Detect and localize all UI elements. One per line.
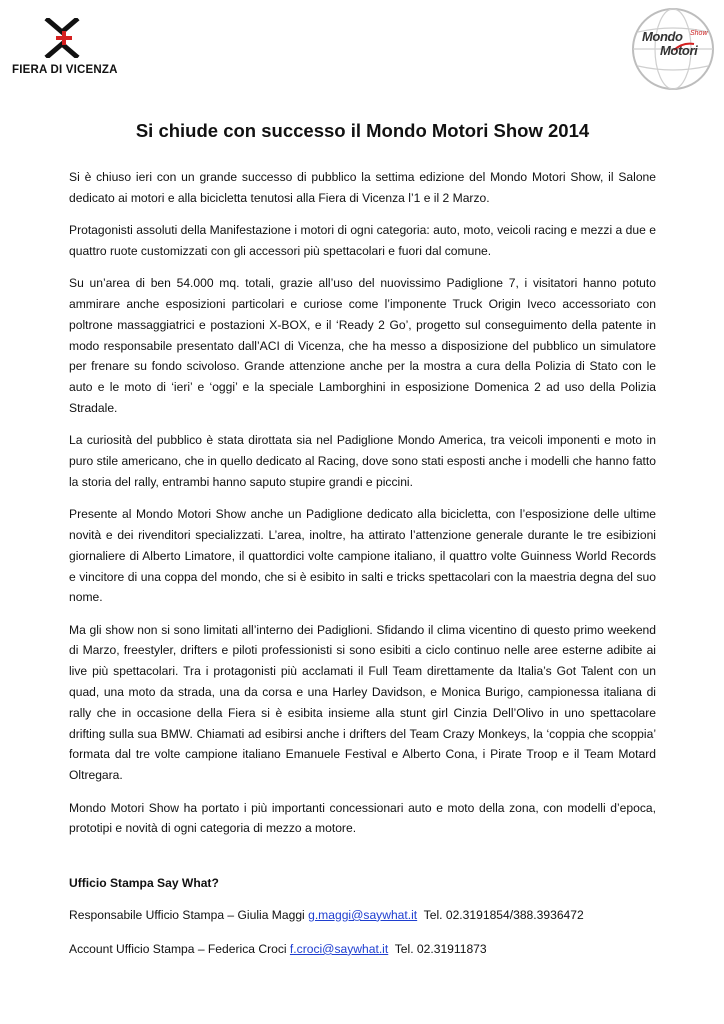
contact-1-phone: Tel. 02.3191854/388.3936472 [417, 907, 584, 922]
mondo-logo-text: Mondo [642, 29, 683, 44]
fiera-logo-mark-icon [42, 18, 86, 58]
fiera-logo-text: FIERA DI VICENZA [12, 64, 118, 76]
press-office-heading: Ufficio Stampa Say What? [69, 876, 219, 891]
paragraph-7: Mondo Motori Show ha portato i più importanti concessionari auto e moto della zona, con modelli d’epoca, prototipi e novità di ogni categoria di mezzo a motore. [69, 800, 656, 836]
contact-line-responsabile [69, 905, 656, 926]
fiera-di-vicenza-logo [12, 18, 124, 80]
paragraph-2: Protagonisti assoluti della Manifestazione i motori di ogni categoria: auto, moto, veicoli racing e mezzi a due e quattro ruote customizzati con gli accessori più spettacolari e fuori dal comune. [69, 223, 656, 258]
contact-2-email-link[interactable]: f.croci@saywhat.it [289, 941, 389, 956]
mondo-motori-show-logo [628, 4, 718, 94]
contact-line-account [69, 939, 656, 960]
contact-2-phone: Tel. 02.31911873 [388, 941, 487, 956]
paragraph-5: Presente al Mondo Motori Show anche un Padiglione dedicato alla bicicletta, con l’esposizione delle ultime novità e dei rivenditori specializzati. L’area, inoltre, ha attirato l’attenzione generale durante le tre esibizioni giornaliere di Alberto Limatore, il quattordici volte campione italiano, il quattro volte Guinness World Records e vincitore di una coppa del mondo, che si è esibito in salti e tricks spettacolari con la maestria degna del suo nome. [69, 507, 656, 605]
paragraph-4: La curiosità del pubblico è stata dirottata sia nel Padiglione Mondo America, tra veicoli imponenti e moto in puro stile americano, che in quello dedicato al Racing, dove sono stati esposti anche i modelli che hanno fatto la storia del rally, entrambi hanno saputo stupire grandi e piccini. [69, 433, 656, 489]
show-logo-text: Show [690, 30, 708, 37]
contact-1-text: Responsabile Ufficio Stampa – Giulia Maggi [69, 907, 309, 922]
press-release-body [69, 117, 656, 973]
paragraph-3: Su un’area di ben 54.000 mq. totali, grazie all’uso del nuovissimo Padiglione 7, i visitatori hanno potuto ammirare anche esposizioni particolari e curiose come l’imponente Truck Origin Iveco accessoriato con poltrone massaggiatrici e postazioni X-BOX, e il ‘Ready 2 Go’, progetto sul conseguimento della patente in modo responsabile presentato dall’ACI di Vicenza, che ha messo a disposizione del pubblico un simulatore per frenare su fondo scivoloso. Grande attenzione anche per la mostra a cura della Polizia di Stato con le auto e le moto di ‘ieri’ e ‘oggi’ e la speciale Lamborghini in esposizione Domenica 2 ad uso della Polizia Stradale. [69, 276, 656, 415]
document-title: Si chiude con successo il Mondo Motori Show 2014 [135, 120, 590, 141]
paragraph-1: Si è chiuso ieri con un grande successo di pubblico la settima edizione del Mondo Motori Show, il Salone dedicato ai motori e alla bicicletta tenutosi alla Fiera di Vicenza l’1 e il 2 Marzo. [69, 170, 656, 205]
contact-2-text: Account Ufficio Stampa – Federica Croci [69, 941, 290, 956]
motori-logo-text: Motori [660, 43, 698, 58]
paragraph-6: Ma gli show non si sono limitati all’interno dei Padiglioni. Sfidando il clima vicentino di questo primo weekend di Marzo, freestyler, drifters e piloti professionisti si sono esibiti a ciclo continuo nelle aree esterne adibite ai live più spettacolari. Tra i protagonisti più acclamati il Full Team direttamente da Italia’s Got Talent con un quad, una moto da strada, una da corsa e una Harley Davidson, e Monica Burigo, campionessa italiana di rally che in occasione della Fiera si è esibita insieme alla stunt girl Cinzia Dell’Olivo in uno spettacolare drifting sulla sua BMW. Chiamati ad esibirsi anche i drifters del Team Crazy Monkeys, la ‘coppia che scoppia’ formata dal tre volte campione italiano Emanuele Festival e Alberto Cona, i Pirate Troop e il Team Motard Oltregara. [69, 622, 656, 783]
contact-1-email-link[interactable]: g.maggi@saywhat.it [308, 907, 418, 922]
